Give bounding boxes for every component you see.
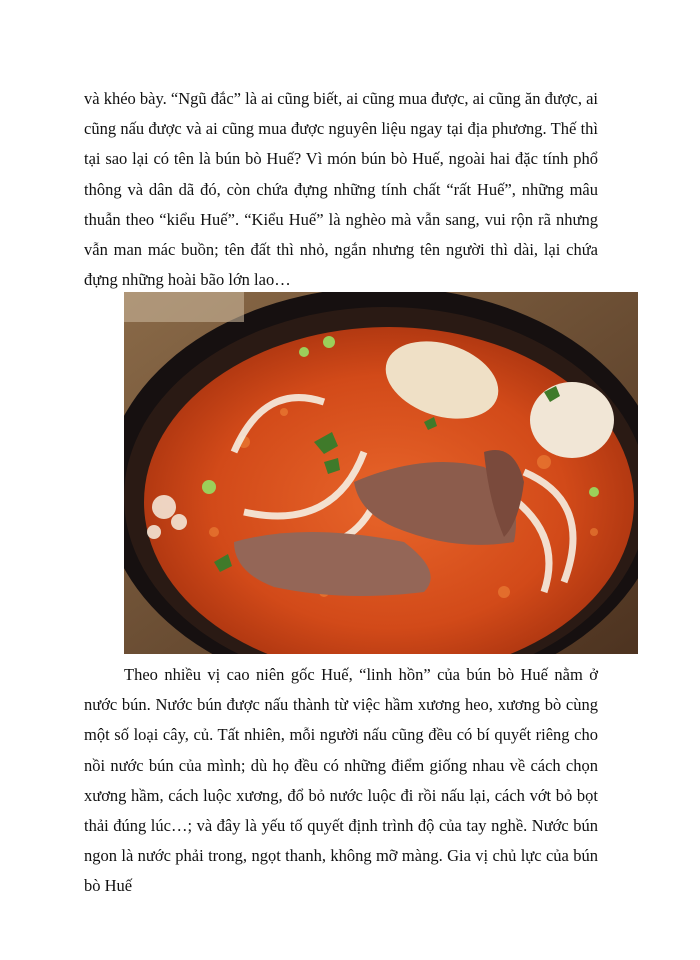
paragraph-intro: và khéo bày. “Ngũ đắc” là ai cũng biết, ai cũng mua được, ai cũng ăn được, ai cũng nấu được và ai cũng mua được nguyên liệu ngay tại địa phương. Thế thì tại sao lại có tên là bún bò Huế? Vì món bún bò Huế, ngoài hai đặc tính phổ thông và dân dã đó, còn chứa đựng những tính chất “rất Huế”, những mâu thuẫn theo “kiểu Huế”. “Kiểu Huế” là nghèo mà vẫn sang, vui rộn rã nhưng vẫn man mác buồn; tên đất thì nhỏ, ngắn nhưng tên người thì dài, lại chứa đựng những hoài bão lớn lao… <box>84 89 598 290</box>
bun-bo-hue-bowl-icon <box>124 292 638 654</box>
paragraph-broth: Theo nhiều vị cao niên gốc Huế, “linh hồn” của bún bò Huế nằm ở nước bún. Nước bún được nấu thành từ việc hầm xương heo, xương bò cùng một số loại cây, củ. Tất nhiên, mỗi người nấu cũng đều có bí quyết riêng cho nồi nước bún của mình; dù họ đều có những điểm giống nhau về cách chọn xương hầm, cách luộc xương, đổ bỏ nước luộc đi rồi nấu lại, cách vớt bỏ bọt thải đúng lúc…; và đây là yếu tố quyết định trình độ của tay nghề. Nước bún ngon là nước phải trong, ngọt thanh, không mỡ màng. Gia vị chủ lực của bún bò Huế <box>84 665 598 896</box>
food-photo <box>124 292 638 654</box>
